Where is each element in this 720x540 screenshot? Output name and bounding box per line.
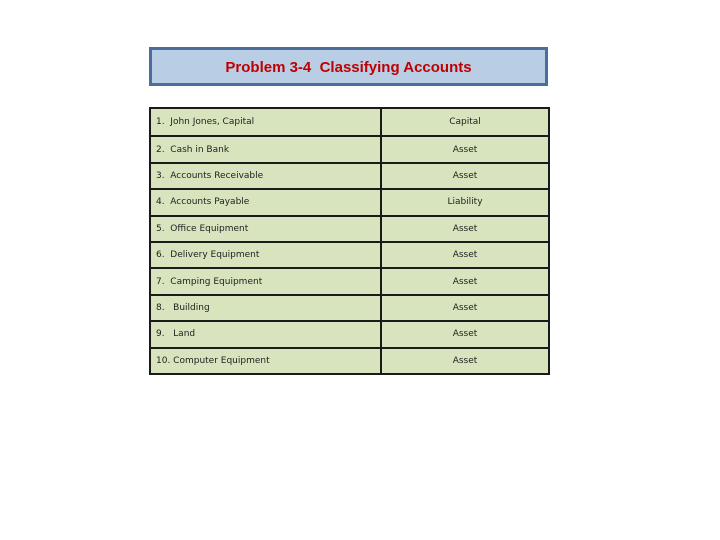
classification-cell: Liability xyxy=(382,190,548,214)
table-row xyxy=(151,320,548,346)
page-title: Problem 3-4 Classifying Accounts xyxy=(225,59,472,76)
table-row xyxy=(151,215,548,241)
classification-cell: Asset xyxy=(382,137,548,161)
table-row xyxy=(151,267,548,293)
table-row xyxy=(151,241,548,267)
classification-cell: Capital xyxy=(382,109,548,135)
classification-cell: Asset xyxy=(382,296,548,320)
account-name-cell: 10. Computer Equipment xyxy=(151,349,382,373)
accounts-table xyxy=(149,107,550,375)
table-row xyxy=(151,347,548,373)
classification-cell: Asset xyxy=(382,349,548,373)
account-name-cell: 7. Camping Equipment xyxy=(151,269,382,293)
table-row xyxy=(151,109,548,135)
classification-cell: Asset xyxy=(382,322,548,346)
table-row xyxy=(151,188,548,214)
title-banner xyxy=(149,47,548,86)
account-name-cell: 1. John Jones, Capital xyxy=(151,109,382,135)
account-name-cell: 6. Delivery Equipment xyxy=(151,243,382,267)
table-row xyxy=(151,294,548,320)
table-row xyxy=(151,162,548,188)
account-name-cell: 3. Accounts Receivable xyxy=(151,164,382,188)
classification-cell: Asset xyxy=(382,243,548,267)
account-name-cell: 4. Accounts Payable xyxy=(151,190,382,214)
table-row xyxy=(151,135,548,161)
classification-cell: Asset xyxy=(382,269,548,293)
classification-cell: Asset xyxy=(382,217,548,241)
account-name-cell: 2. Cash in Bank xyxy=(151,137,382,161)
account-name-cell: 8. Building xyxy=(151,296,382,320)
account-name-cell: 5. Office Equipment xyxy=(151,217,382,241)
classification-cell: Asset xyxy=(382,164,548,188)
account-name-cell: 9. Land xyxy=(151,322,382,346)
